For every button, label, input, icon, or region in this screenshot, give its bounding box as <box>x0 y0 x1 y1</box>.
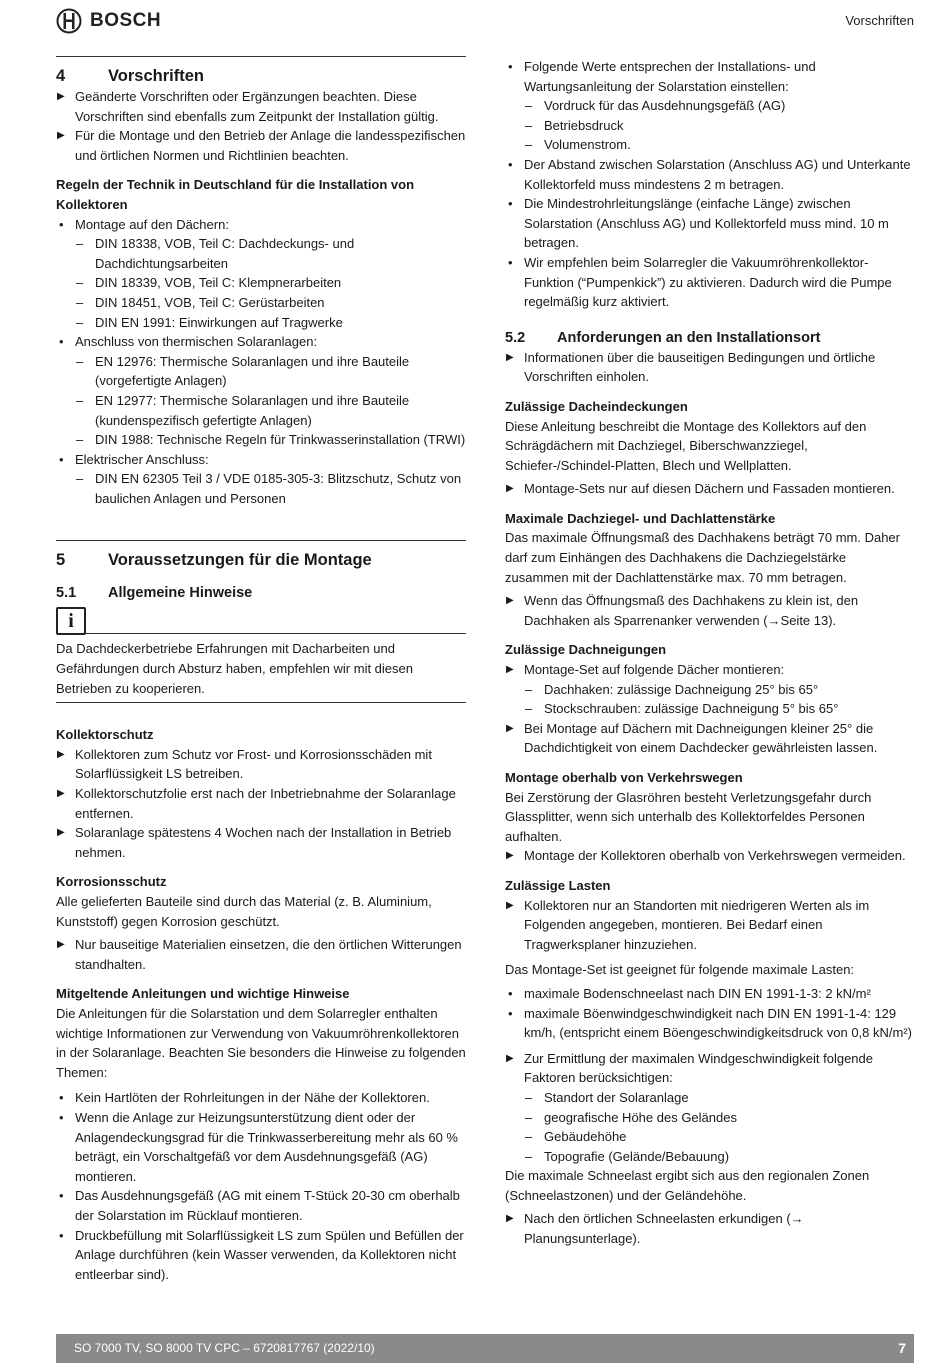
subheading-verkehrswege: Montage oberhalb von Verkehrswegen <box>505 770 743 785</box>
instruction-item <box>505 1049 913 1167</box>
instruction-item: ▶ Kollektorschutzfolie erst nach der Inbetriebnahme der Solaranlage entfernen. <box>56 784 466 823</box>
sub-item: – Stockschrauben: zulässige Dachneigung 5° bis 65° <box>524 699 913 719</box>
heading-section-5 <box>56 540 466 571</box>
section-title: Voraussetzungen für die Montage <box>108 551 372 570</box>
paragraph: Diese Anleitung beschreibt die Montage des Kollektors auf den Schrägdächern mit Dachziegel, Biberschwanzziegel, Schiefer-/Schindel-Platten, Blech und Wellplatten. <box>505 418 867 473</box>
list-item: • Die Mindestrohrleitungslänge (einfache Länge) zwischen Solarstation (Anschluss AG) und Kollektorfeld muss mind. 10 m betragen. <box>505 194 913 253</box>
sub-item: – DIN 1988: Technische Regeln für Trinkwasserinstallation (TRWI) <box>75 430 466 450</box>
instruction-list <box>505 660 913 758</box>
bosch-logo <box>56 8 161 34</box>
list-item: • Druckbefüllung mit Solarflüssigkeit LS zum Spülen und Befüllen der Anlage durchführen (kein Wasser verwenden, da Kollektoren nicht entleerbar sind). <box>56 1226 466 1285</box>
sub-item: – Volumenstrom. <box>524 135 913 155</box>
instruction-label: Montage-Set auf folgende Dächer montieren: <box>524 662 785 678</box>
bullet-list <box>56 1088 466 1284</box>
rules-list <box>56 215 466 509</box>
section-number: 5.1 <box>56 585 77 602</box>
section-title: Vorschriften <box>108 67 204 85</box>
instruction-list <box>505 1209 913 1248</box>
subheading-dacheindeckungen: Zulässige Dacheindeckungen <box>505 398 688 414</box>
heading-section-5-1 <box>56 583 466 603</box>
heading-section-4 <box>56 56 466 87</box>
sub-item: – DIN 18338, VOB, Teil C: Dachdeckungs- und Dachdichtungsarbeiten <box>75 234 466 273</box>
instruction-list <box>505 896 913 955</box>
bullet-list <box>505 984 913 1043</box>
bosch-anchor-icon <box>56 8 82 34</box>
sub-list <box>75 352 466 450</box>
list-item: • Der Abstand zwischen Solarstation (Anschluss AG) und Unterkante Kollektorfeld muss mindestens 2 m betragen. <box>505 155 913 194</box>
sub-list <box>524 680 913 719</box>
instruction-item: ▶ Wenn das Öffnungsmaß des Dachhakens zu klein ist, den Dachhaken als Sparrenanker verwenden (→Seite 13). <box>505 591 913 630</box>
instruction-item: ▶ Montage der Kollektoren oberhalb von Verkehrswegen vermeiden. <box>505 846 913 866</box>
list-item-label: Folgende Werte entsprechen der Installations- und Wartungsanleitung der Solarstation einstellen: <box>524 59 816 94</box>
sub-item: – DIN 18339, VOB, Teil C: Klempnerarbeiten <box>75 273 466 293</box>
instruction-item: ▶ Bei Montage auf Dächern mit Dachneigungen kleiner 25° die Dachdichtigkeit von einem Dachdecker gewährleisten lassen. <box>505 719 913 758</box>
section-title: Allgemeine Hinweise <box>108 585 253 602</box>
instruction-item: ▶ Nach den örtlichen Schneelasten erkundigen (→ Planungsunterlage). <box>505 1209 913 1248</box>
list-item <box>56 332 466 450</box>
subheading-mitgeltende: Mitgeltende Anleitungen und wichtige Hinweise <box>56 986 350 1002</box>
info-icon: i <box>56 607 86 635</box>
bullet-list <box>505 57 913 312</box>
subheading-kollektorschutz: Kollektorschutz <box>56 727 154 743</box>
instruction-list <box>505 479 913 499</box>
subheading-korrosionsschutz: Korrosionsschutz <box>56 874 167 890</box>
instruction-list <box>505 846 913 866</box>
instruction-list <box>505 1049 913 1167</box>
instruction-item: ▶ Informationen über die bauseitigen Bedingungen und örtliche Vorschriften einholen. <box>505 348 913 387</box>
left-column <box>56 56 466 1284</box>
instruction-list <box>505 591 913 630</box>
sub-item: – DIN 18451, VOB, Teil C: Gerüstarbeiten <box>75 293 466 313</box>
list-item-label: Montage auf den Dächern: <box>75 216 229 232</box>
info-text: Da Dachdeckerbetriebe Erfahrungen mit Dacharbeiten und Gefährdungen durch Absturz haben, empfehlen wir mit diesen Betrieben zu kooperieren. <box>56 639 466 703</box>
list-item: • maximale Böenwindgeschwindigkeit nach DIN EN 1991-1-4: 129 km/h, (entspricht einem Böengeschwindigkeitsdruck von 0,8 kN/m²) <box>505 1004 913 1043</box>
rules-heading: Regeln der Technik in Deutschland für die Installation von Kollektoren <box>56 177 415 212</box>
section-title: Anforderungen an den Installationsort <box>557 329 821 346</box>
sub-list <box>75 469 466 508</box>
section-number: 5 <box>56 551 66 570</box>
sub-item: – Betriebsdruck <box>524 116 913 136</box>
list-item <box>56 450 466 509</box>
subheading-dachneigungen: Zulässige Dachneigungen <box>505 642 667 658</box>
sub-item: – Dachhaken: zulässige Dachneigung 25° bis 65° <box>524 680 913 700</box>
instruction-item: ▶ Nur bauseitige Materialien einsetzen, die den örtlichen Witterungen standhalten. <box>56 935 466 974</box>
page-header <box>56 8 914 38</box>
instruction-list <box>56 87 466 165</box>
instruction-list <box>505 348 913 387</box>
list-item: • Das Ausdehnungsgefäß (AG mit einem T-Stück 20-30 cm oberhalb der Solarstation im Rücklauf montieren. <box>56 1186 466 1225</box>
instruction-item: ▶ Kollektoren nur an Standorten mit niedrigeren Werten als im Folgenden angegeben, montieren. Bei Bedarf einen Tragwerksplaner hinzuziehen. <box>505 896 913 955</box>
sub-item: – DIN EN 1991: Einwirkungen auf Tragwerke <box>75 313 466 333</box>
sub-list <box>524 1088 913 1166</box>
paragraph: Die maximale Schneelast ergibt sich aus den regionalen Zonen (Schneelastzonen) und der Geländehöhe. <box>505 1168 870 1203</box>
instruction-list <box>56 935 466 974</box>
section-number: 4 <box>56 67 66 85</box>
sub-item: – EN 12976: Thermische Solaranlagen und ihre Bauteile (vorgefertigte Anlagen) <box>75 352 466 391</box>
instruction-item: ▶ Geänderte Vorschriften oder Ergänzungen beachten. Diese Vorschriften sind ebenfalls zum Zeitpunkt der Installation gültig. <box>56 87 466 126</box>
sub-item: – EN 12977: Thermische Solaranlagen und ihre Bauteile (kundenspezifisch gefertigte Anlagen) <box>75 391 466 430</box>
sub-item: – geografische Höhe des Geländes <box>524 1108 913 1128</box>
instruction-item: ▶ Kollektoren zum Schutz vor Frost- und Korrosionsschäden mit Solarflüssigkeit LS betreiben. <box>56 745 466 784</box>
instruction-item: ▶ Solaranlage spätestens 4 Wochen nach der Installation in Betrieb nehmen. <box>56 823 466 862</box>
sub-item: – Standort der Solaranlage <box>524 1088 913 1108</box>
instruction-list <box>56 745 466 863</box>
sub-list <box>75 234 466 332</box>
paragraph: Bei Zerstörung der Glasröhren besteht Verletzungsgefahr durch Glassplitter, wenn sich unterhalb des Kollektorfeldes Personen aufhalten. <box>505 789 872 844</box>
list-item: • Wir empfehlen beim Solarregler die Vakuumröhrenkollektor-Funktion (“Pumpenkick”) zu aktivieren. Dadurch wird die Pumpe regelmäßig kurz aktiviert. <box>505 253 913 312</box>
instruction-item: ▶ Montage-Sets nur auf diesen Dächern und Fassaden montieren. <box>505 479 913 499</box>
page-number: 7 <box>898 1339 906 1356</box>
sub-item: – DIN EN 62305 Teil 3 / VDE 0185-305-3: Blitzschutz, Schutz von baulichen Anlagen und Personen <box>75 469 466 508</box>
subheading-lasten: Zulässige Lasten <box>505 877 611 893</box>
list-item-label: Anschluss von thermischen Solaranlagen: <box>75 334 318 350</box>
list-item <box>56 215 466 333</box>
instruction-item: ▶ Für die Montage und den Betrieb der Anlage die landesspezifischen und örtlichen Normen und Richtlinien beachten. <box>56 126 466 165</box>
list-item: • Wenn die Anlage zur Heizungsunterstützung dient oder der Anlagendeckungsgrad für die Trinkwasserbereitung mehr als 60 % beträgt, ein Vorschaltgefäß vor dem Ausdehnungsgefäß (AG) montieren. <box>56 1108 466 1186</box>
paragraph: Die Anleitungen für die Solarstation und dem Solarregler enthalten wichtige Informationen zur Verwendung von Vakuumröhrenkollektoren in der Solaranlage. Beachten Sie besonders die Hinweise zu folgenden Themen: <box>56 1005 466 1080</box>
sub-list <box>524 96 913 155</box>
list-item: • maximale Bodenschneelast nach DIN EN 1991-1-3: 2 kN/m² <box>505 984 913 1004</box>
list-item-label: Elektrischer Anschluss: <box>75 451 209 467</box>
instruction-label: Zur Ermittlung der maximalen Windgeschwindigkeit folgende Faktoren berücksichtigen: <box>524 1050 873 1086</box>
paragraph: Das maximale Öffnungsmaß des Dachhakens beträgt 70 mm. Daher darf zum Einhängen des Dachhakens die Dachziegelstärke zusammen mit der Dachlattenstärke max. 70 mm betragen. <box>505 530 900 585</box>
brand-name: BOSCH <box>90 10 162 32</box>
sub-item: – Gebäudehöhe <box>524 1127 913 1147</box>
instruction-item <box>505 660 913 719</box>
sub-item: – Vordruck für das Ausdehnungsgefäß (AG) <box>524 96 913 116</box>
right-column <box>505 57 913 1249</box>
sub-item: – Topografie (Gelände/Bebauung) <box>524 1147 913 1167</box>
paragraph: Alle gelieferten Bauteile sind durch das Material (z. B. Aluminium, Kunststoff) gegen Korrosion geschützt. <box>56 894 432 929</box>
list-item: • Kein Hartlöten der Rohrleitungen in der Nähe der Kollektoren. <box>56 1088 466 1108</box>
running-header-section: Vorschriften <box>845 13 914 28</box>
document-id: SO 7000 TV, SO 8000 TV CPC – 6720817767 (2022/10) <box>74 1340 375 1355</box>
paragraph: Das Montage-Set ist geeignet für folgende maximale Lasten: <box>505 962 855 978</box>
list-item <box>505 57 913 155</box>
heading-section-5-2 <box>505 328 913 348</box>
subheading-dachziegel: Maximale Dachziegel- und Dachlattenstärke <box>505 510 776 526</box>
info-notice <box>56 607 466 703</box>
section-number: 5.2 <box>505 329 526 346</box>
page-footer <box>56 1334 914 1363</box>
